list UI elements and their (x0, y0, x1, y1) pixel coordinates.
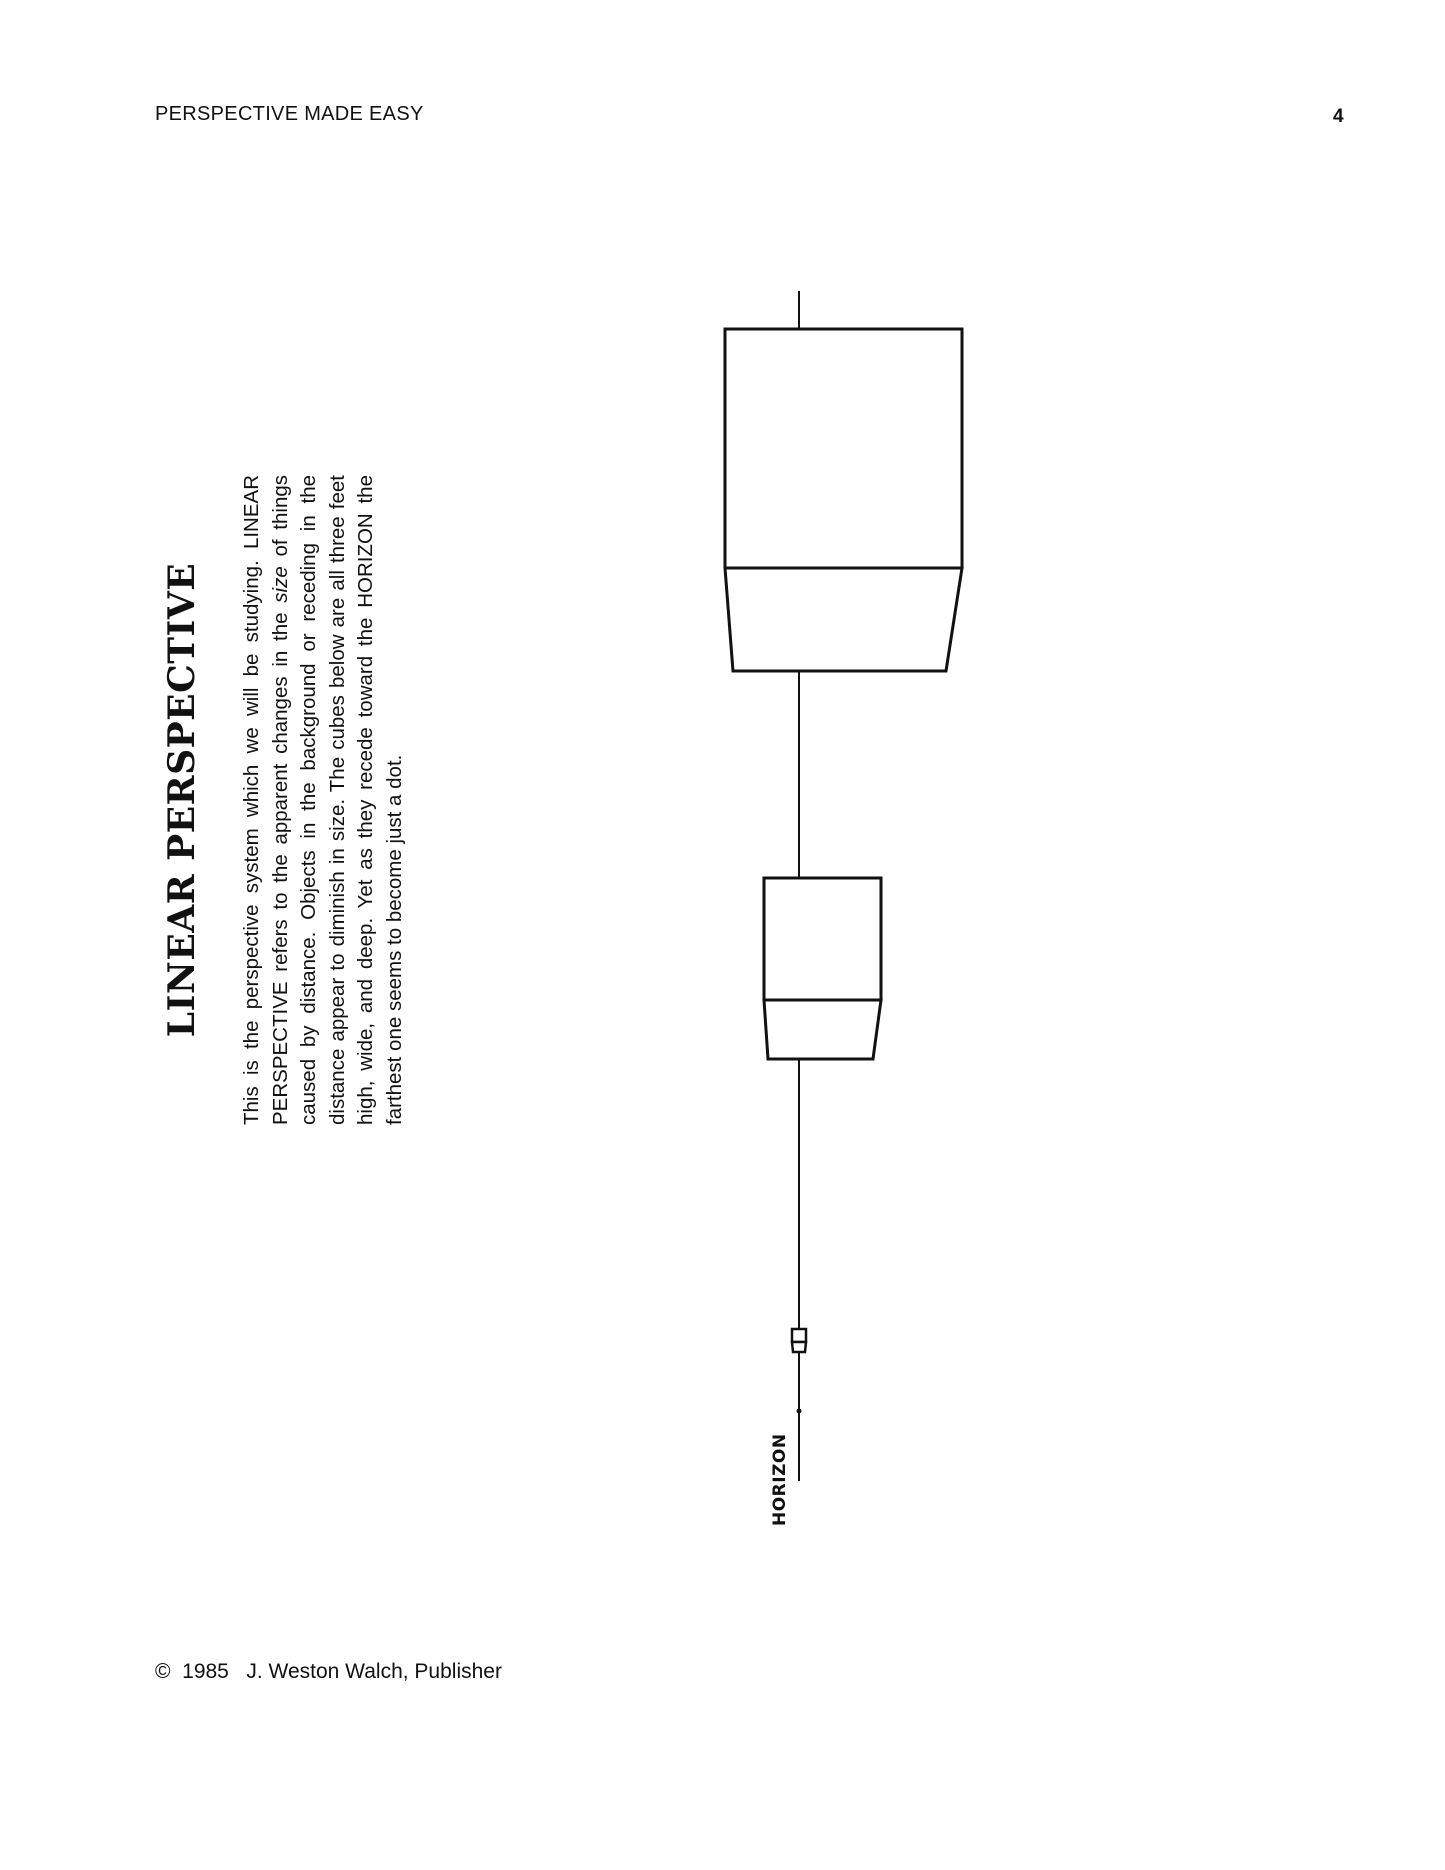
cube-far (792, 1329, 806, 1352)
header-title: PERSPECTIVE MADE EASY (155, 103, 424, 125)
page-number: 4 (1333, 106, 1344, 127)
paragraph-emphasis: size (268, 566, 292, 603)
paragraph-part1: This is the perspective system which we will be studying. LINEAR PERSPECTIVE refers to the apparent changes in the (240, 475, 292, 1125)
horizon-label: HORIZON (770, 1433, 790, 1526)
vanishing-dot (797, 1409, 802, 1414)
perspective-diagram (700, 280, 1020, 1560)
cube-middle (764, 878, 881, 1059)
cube-near (725, 329, 962, 671)
paragraph-part2: of things caused by distance. Objects in the background or receding in the distance appear to diminish in size. The cubes below are all three feet high, wide, and deep. Yet as they recede toward the HORIZON the farthest one seems to become just a dot. (268, 475, 406, 1125)
footer-copyright: © 1985 J. Weston Walch, Publisher (155, 1660, 502, 1683)
body-paragraph (238, 475, 409, 1125)
section-title: LINEAR PERSPECTIVE (161, 562, 203, 1038)
text-block (161, 475, 406, 1125)
